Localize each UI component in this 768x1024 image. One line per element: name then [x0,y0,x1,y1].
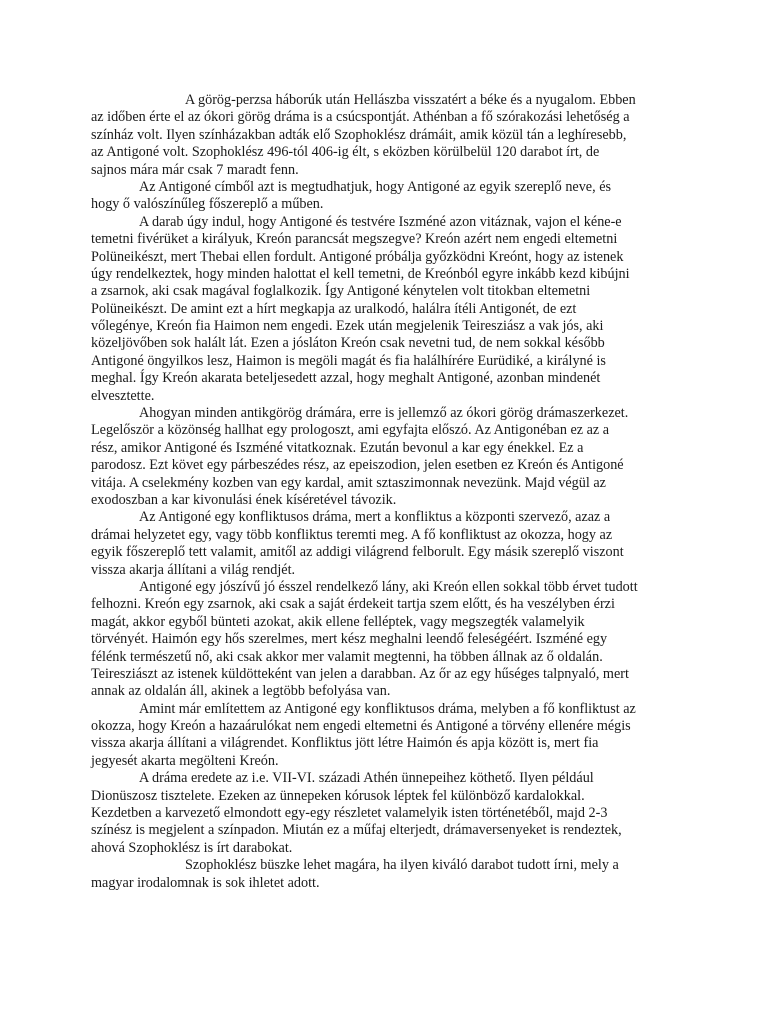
paragraph-line: Dionüszosz tisztelete. Ezeken az ünnepeken kórusok léptek fel különböző kardalokkal. [91,787,585,804]
paragraph-line: magyar irodalomnak is sok ihletet adott. [91,874,320,891]
paragraph-line: egyik főszereplő tett valamit, amitől az addigi világrend felborult. Egy másik szereplő viszont [91,544,624,561]
paragraph-line: vitája. A cselekmény kozben van egy kardal, amit sztaszimonnak nevezünk. Majd végül az [91,474,606,491]
paragraph [91,179,691,214]
paragraph-line: meghal. Így Kreón akarata beteljesedett azzal, hogy meghalt Antigoné, azonban mindenét [91,370,601,387]
paragraph-line: Az Antigoné egy konfliktusos dráma, mert a konfliktus a központi szervező, azaz a [139,509,611,526]
paragraph-line: temetni fivérüket a királyuk, Kreón parancsát megszegve? Kreón azért nem engedi eltemetni [91,231,618,248]
paragraph-line: annak az oldalán áll, akinek a legtöbb befolyása van. [91,683,391,700]
paragraph-line: vissza akarja állítani a világ rendjét. [91,561,296,578]
paragraph-line: jegyesét akarta megölteni Kreón. [91,752,279,769]
paragraph [91,770,691,857]
paragraph-line: úgy rendelkeztek, hogy minden halottat el kell temetni, de Kreónból egyre inkább kezd kibújni [91,265,630,282]
paragraph [91,509,691,579]
paragraph-line: Az Antigoné címből azt is megtudhatjuk, hogy Antigoné az egyik szereplő neve, és [139,178,612,195]
paragraph-line: Legelőször a közönség hallhat egy prologoszt, ami egyfajta előszó. Az Antigonéban ez az a [91,422,610,439]
paragraph-line: vissza akarja állítani a világrendet. Konfliktus jött létre Haimón és apja között is, mert fia [91,735,599,752]
paragraph-line: színész is megjelent a színpadon. Miután ez a műfaj elterjedt, drámaversenyeket is rendeztek, [91,822,622,839]
paragraph-line: rész, amikor Antigoné és Iszméné vitatkoznak. Ezután bevonul a kar egy énekkel. Ez a [91,439,584,456]
paragraph-line: exodoszban a kar kivonulási ének kíséretével távozik. [91,491,397,508]
paragraph-line: felhozni. Kreón egy zsarnok, aki csak a saját érdekeit tartja szem előtt, és ha veszélyben érzi [91,596,615,613]
paragraph-line: Antigoné egy jószívű jó ésszel rendelkező lány, aki Kreón ellen sokkal több érvet tudott [139,578,638,595]
paragraph-line: az Antigoné volt. Szophoklész 496-tól 406-ig élt, s eközben körülbelül 120 darabot írt, de [91,144,600,161]
paragraph-line: A darab úgy indul, hogy Antigoné és testvére Iszméné azon vitáznak, vajon el kéne-e [139,213,622,230]
paragraph-line: A görög-perzsa háborúk után Hellászba visszatért a béke és a nyugalom. Ebben [185,92,636,108]
paragraph-line: Polüneikészt, mert Thebai ellen fordult. Antigoné próbálja győzködni Kreónt, hogy az istenek [91,248,624,265]
paragraph [91,405,691,509]
paragraph [91,701,691,771]
paragraph-line: Ahogyan minden antikgörög drámára, erre is jellemző az ókori görög drámaszerkezet. [139,405,629,422]
paragraph-line: parodosz. Ezt követ egy párbeszédes rész, az epeiszodion, jelen esetben ez Kreón és Antigoné [91,457,624,474]
paragraph-line: Szophoklész büszke lehet magára, ha ilyen kiváló darabot tudott írni, mely a [185,857,619,874]
paragraph-line: magát, akkor egyből bünteti azokat, akik ellene felléptek, vagy megszegték valamelyik [91,613,585,630]
paragraph-line: Polüneikészt. De amint ezt a hírt megkapja az uralkodó, halálra ítéli Antigonét, de ezt [91,300,577,317]
paragraph-line: hogy ő valószínűleg főszereplő a műben. [91,196,324,213]
paragraph-line: a zsarnok, aki csak magával foglalkozik. Így Antigoné kénytelen volt titokban eltemetni [91,283,591,300]
paragraph-line: sajnos mára már csak 7 maradt fenn. [91,161,299,178]
paragraph-line: okozza, hogy Kreón a hazaárulókat nem engedi eltemetni és Antigoné a törvény ellenére mégis [91,718,631,735]
paragraph-line: Kezdetben a karvezető elmondott egy-egy részletet valamelyik isten történetéből, majd 2-3 [91,805,608,822]
paragraph-line: félénk természetű nő, aki csak akkor mer valamit megtenni, ha többen állnak az ő oldalán. [91,648,603,665]
paragraph-line: Amint már említettem az Antigoné egy konfliktusos dráma, melyben a fő konfliktust az [139,700,636,717]
paragraph-line: A dráma eredete az i.e. VII-VI. századi Athén ünnepeihez köthető. Ilyen például [139,770,594,787]
paragraph [91,92,691,179]
paragraph [91,214,691,405]
paragraph-line: ahová Szophoklész is írt darabokat. [91,839,293,856]
paragraph-line: elvesztette. [91,387,155,404]
paragraph-line: vőlegénye, Kreón fia Haimon nem engedi. Ezek után megjelenik Teiresziász a vak jós, aki [91,318,604,335]
paragraph-line: Antigoné öngyilkos lesz, Haimon is megöli magát és fia halálhírére Eurüdiké, a királyné is [91,352,606,369]
paragraph-line: közeljövőben sok halált lát. Ezen a jósláton Kreón csak nevetni tud, de nem sokkal később [91,335,605,352]
paragraph [91,857,691,892]
paragraph-line: Teiresziászt az istenek küldötteként van jelen a darabban. Az őr az egy hűséges talpnyaló, mert [91,665,629,682]
paragraph-line: színház volt. Ilyen színházakban adták elő Szophoklész drámáit, amik közül tán a leghíresebb, [91,126,627,143]
document-body [91,92,691,892]
paragraph-line: az időben érte el az ókori görög dráma is a csúcspontját. Athénban a fő szórakozási lehetőség a [91,109,630,126]
paragraph-line: drámai helyzetet egy, vagy több konfliktus teremti meg. A fő konfliktust az okozza, hogy az [91,526,613,543]
paragraph [91,579,691,701]
paragraph-line: törvényét. Haimón egy hős szerelmes, mert kész meghalni leendő feleségéért. Iszméné egy [91,631,608,648]
